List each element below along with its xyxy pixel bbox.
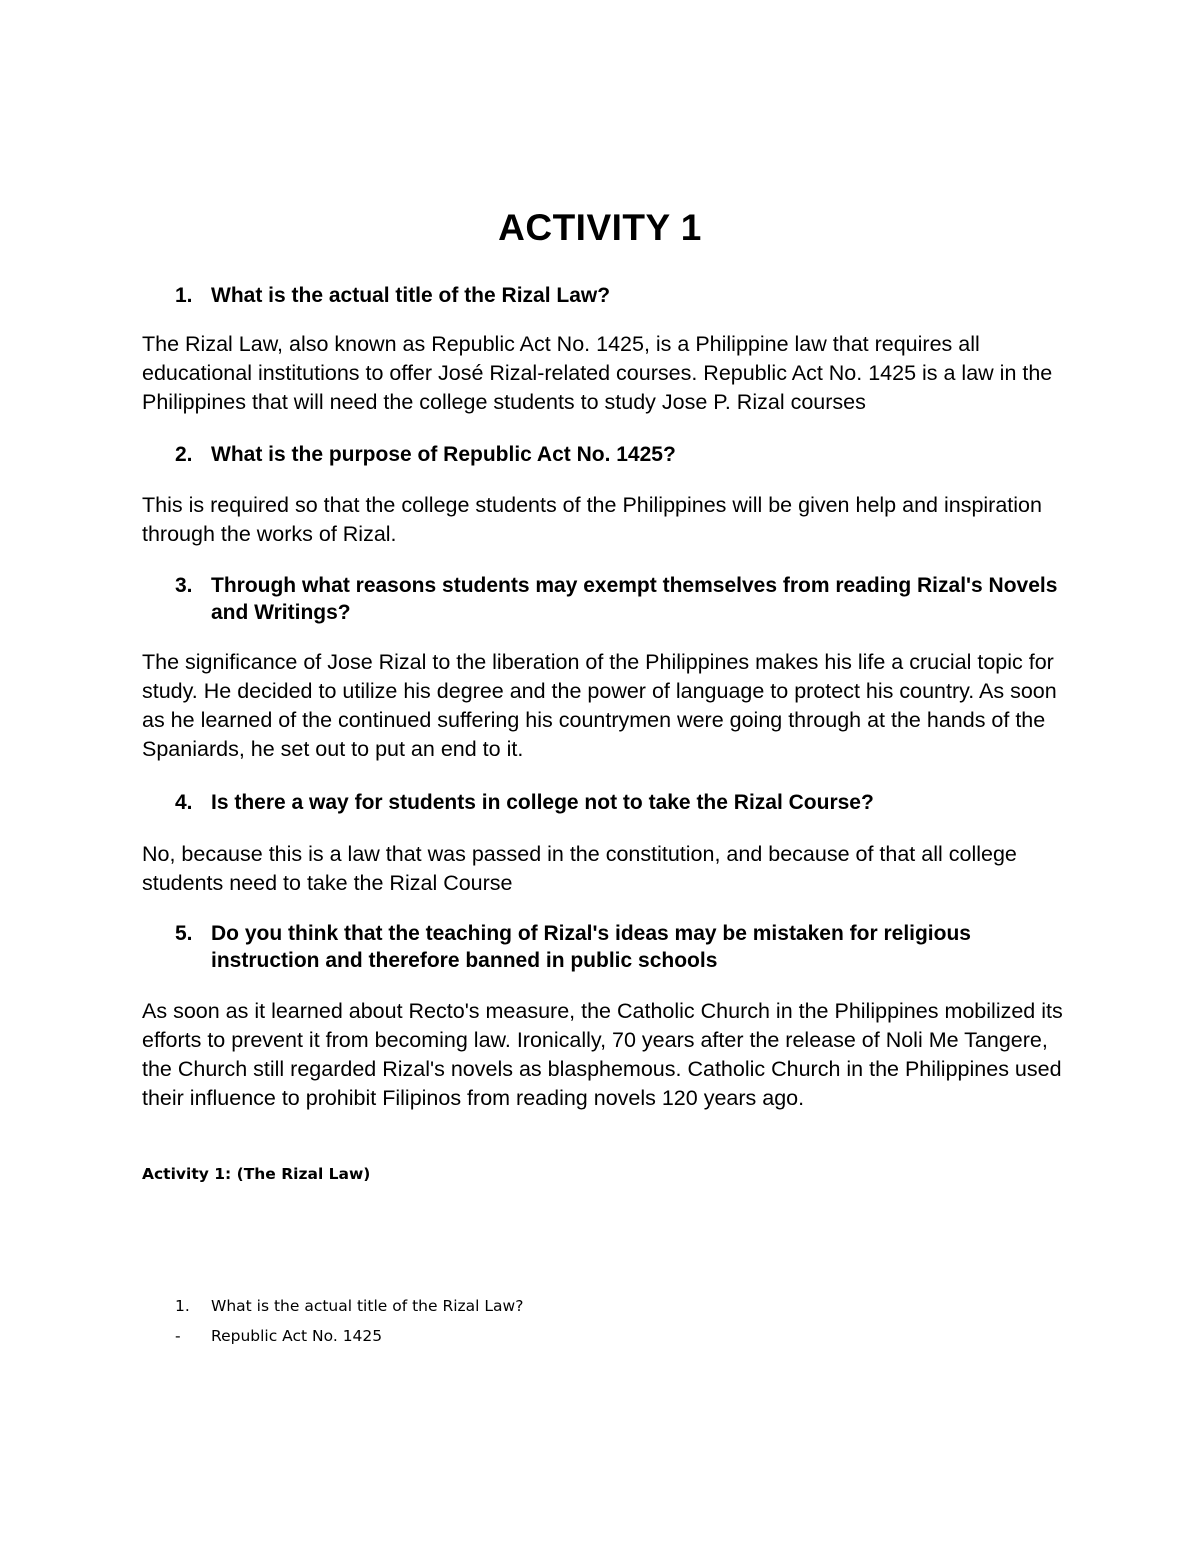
answer-2: This is required so that the college students of the Philippines will be given help and inspiration through the works of Rizal.: [142, 493, 1042, 546]
question-4: [175, 789, 1075, 816]
question-text: Do you think that the teaching of Rizal's ideas may be mistaken for religious instruction and therefore banned in public schools: [211, 922, 971, 972]
answer-1: The Rizal Law, also known as Republic Act No. 1425, is a Philippine law that requires all educational institutions to offer José Rizal-related courses. Republic Act No. 1425 is a law in the Philippines that will need the college students to study Jose P. Rizal courses: [142, 332, 1053, 414]
question-number: 1.: [175, 284, 193, 307]
question-number: 4.: [175, 791, 193, 814]
question-5: [175, 920, 1075, 974]
list-item: [175, 1294, 523, 1318]
answer-5: As soon as it learned about Recto's measure, the Catholic Church in the Philippines mobilized its efforts to prevent it from becoming law. Ironically, 70 years after the release of Noli Me Tangere, the Church still regarded Rizal's novels as blasphemous. Catholic Church in the Philippines used their influence to prohibit Filipinos from reading novels 120 years ago.: [142, 999, 1063, 1110]
question-1: [175, 282, 1075, 309]
answer-4: No, because this is a law that was passed in the constitution, and because of that all college students need to take the Rizal Course: [142, 842, 1017, 895]
question-text: What is the purpose of Republic Act No. 1425?: [211, 443, 676, 466]
section-heading: Activity 1: (The Rizal Law): [142, 1165, 371, 1183]
page-title: ACTIVITY 1: [498, 207, 702, 248]
list-marker: -: [175, 1327, 181, 1345]
list-item: [175, 1324, 382, 1348]
question-2: [175, 441, 1075, 468]
question-number: 3.: [175, 574, 193, 597]
question-number: 2.: [175, 443, 193, 466]
question-text: What is the actual title of the Rizal Law?: [211, 284, 611, 307]
list-item-text: What is the actual title of the Rizal Law?: [211, 1297, 524, 1315]
question-text: Is there a way for students in college not to take the Rizal Course?: [211, 791, 874, 814]
list-item-text: Republic Act No. 1425: [211, 1327, 383, 1345]
list-marker: 1.: [175, 1297, 190, 1315]
question-3: [175, 572, 1075, 626]
question-number: 5.: [175, 922, 193, 945]
answer-3: The significance of Jose Rizal to the liberation of the Philippines makes his life a crucial topic for study. He decided to utilize his degree and the power of language to protect his country. As soon as he learned of the continued suffering his countrymen were going through at the hands of the Spaniards, he set out to put an end to it.: [142, 650, 1057, 761]
question-text: Through what reasons students may exempt themselves from reading Rizal's Novels and Writings?: [211, 574, 1058, 624]
